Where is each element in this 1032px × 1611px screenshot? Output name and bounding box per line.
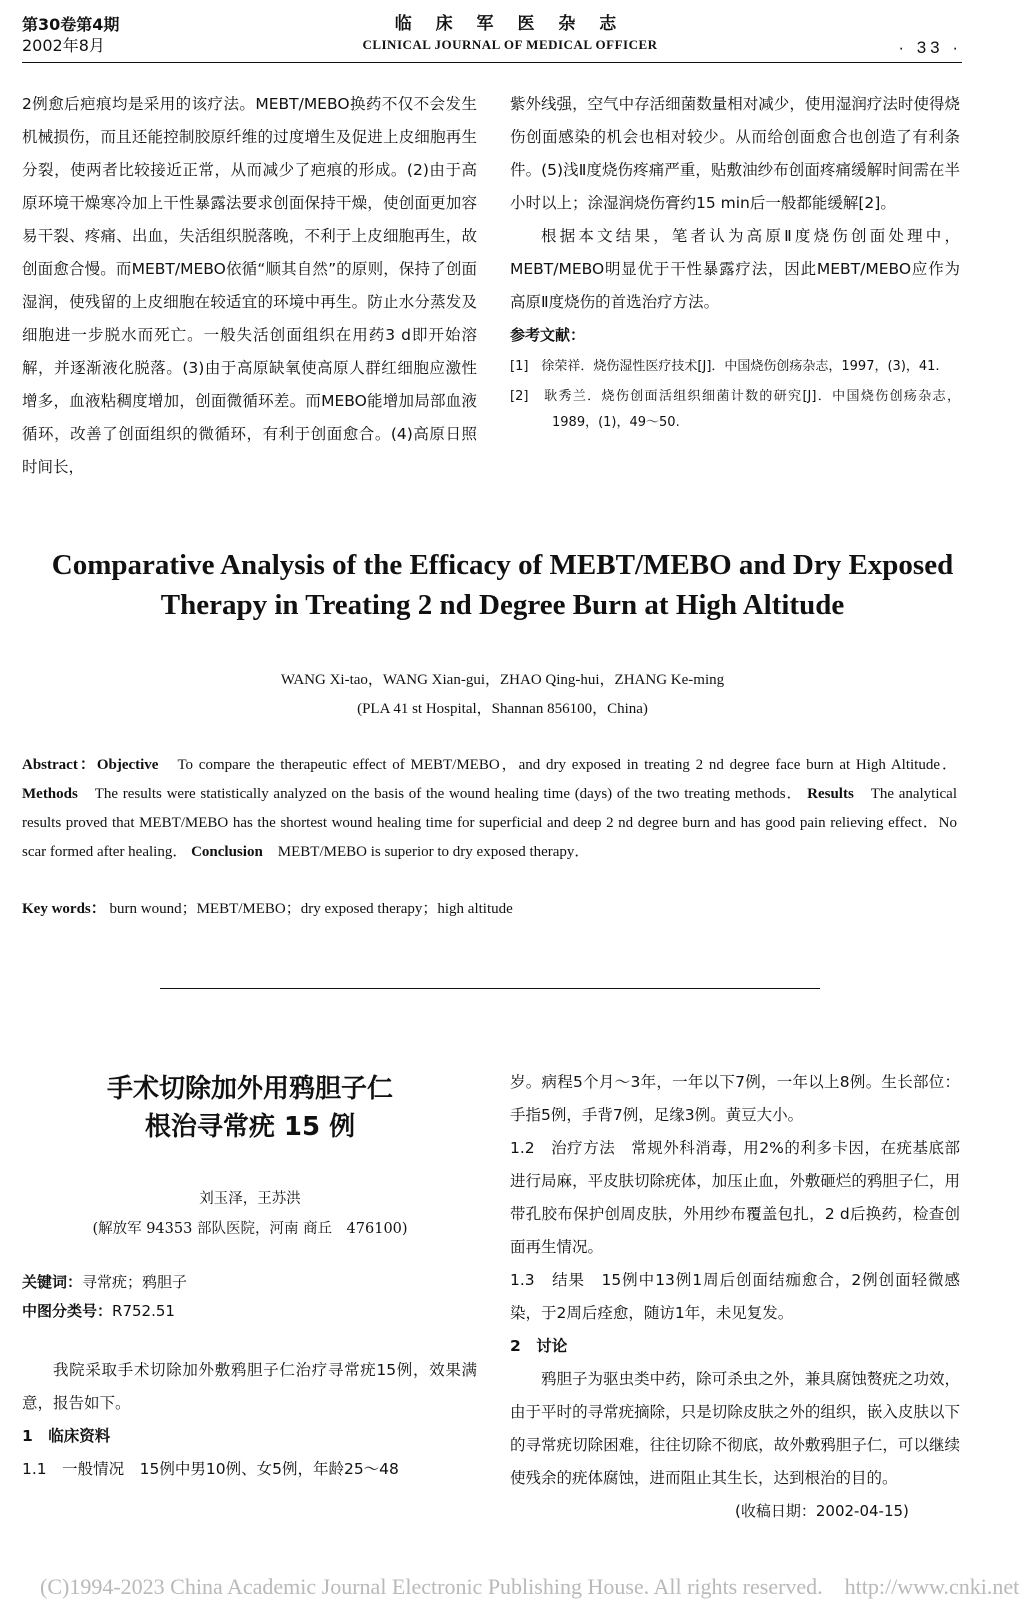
section-2-heading: 2 讨论: [510, 1337, 568, 1355]
reference-item-1: [1] 徐荣祥．烧伤湿性医疗技术[J]．中国烧伤创疡杂志，1997，(3)，41.: [510, 359, 940, 374]
section-1-1-text: 1.1 一般情况 15例中男10例、女5例，年龄25～48: [22, 1460, 399, 1478]
methods-label: Methods: [22, 786, 78, 802]
english-title: [30, 545, 975, 625]
english-affiliation: (PLA 41 st Hospital，Shannan 856100，China): [357, 701, 648, 717]
article1-left-column: [22, 88, 477, 484]
classification-label: 中图分类号：: [22, 1302, 113, 1320]
article2-keywords-block: [22, 1268, 492, 1326]
references-title: 参考文献：: [510, 326, 586, 344]
journal-name-cn: 临 床 军 医 杂 志: [394, 14, 626, 34]
discussion-text: 鸦胆子为驱虫类中药，除可杀虫之外，兼具腐蚀赘疣之功效，由于平时的寻常疣摘除，只是切除皮肤之外的组织，嵌入皮肤以下的寻常疣切除困难，往往切除不彻底，故外敷鸦胆子仁，可以继续使残余的疣体腐蚀，进而阻止其生长，达到根治的目的。: [510, 1370, 960, 1487]
english-title-line-1: Comparative Analysis of the Efficacy of MEBT/MEBO and Dry Exposed: [51, 549, 954, 581]
article2-title-line-1: 手术切除加外用鸦胆子仁: [106, 1074, 393, 1104]
section-divider: [160, 988, 820, 989]
results-text: The analytical results proved that MEBT/MEBO has the shortest wound healing time for superficial and deep 2 nd degree burn and has good pain relieving effect．No scar formed after healing．: [22, 786, 957, 860]
english-keywords: [22, 896, 957, 922]
section-1-3-text: 1.3 结果 15例中13例1周后创面结痂愈合，2例创面轻微感染，于2周后痊愈，随访1年，未见复发。: [510, 1271, 960, 1322]
english-byline: [30, 666, 975, 724]
article2-affiliation: (解放军 94353 部队医院，河南 商丘 476100): [92, 1221, 408, 1237]
copyright-watermark: (C)1994-2023 China Academic Journal Electronic Publishing House. All rights reserved. http://www.cnki.net: [40, 1574, 1020, 1599]
journal-name-en: CLINICAL JOURNAL OF MEDICAL OFFICER: [362, 37, 658, 52]
article1-right-paragraph-1: 紫外线强，空气中存活细菌数量相对减少，使用湿润疗法时使得烧伤创面感染的机会也相对较少。从而给创面愈合也创造了有利条件。(5)浅Ⅱ度烧伤疼痛严重，贴敷油纱布创面疼痛缓解时间需在半小时以上；涂湿润烧伤膏约15 min后一般都能缓解[2]。: [510, 95, 960, 212]
abstract-label: Abstract：: [22, 757, 97, 773]
article2-left-column: [22, 1354, 477, 1486]
objective-text: To compare the therapeutic effect of MEBT/MEBO，and dry exposed in treating 2 nd degree face burn at High Altitude．: [158, 757, 957, 773]
article1-right-paragraph-2: 根据本文结果，笔者认为高原Ⅱ度烧伤创面处理中，MEBT/MEBO明显优于干性暴露疗法，因此MEBT/MEBO应作为高原Ⅱ度烧伤的首选治疗方法。: [510, 227, 960, 311]
received-date: (收稿日期：2002-04-15): [735, 1502, 909, 1520]
article2-byline: [60, 1184, 440, 1244]
classification-number: R752.51: [112, 1302, 175, 1320]
results-label: Results: [807, 786, 854, 802]
keywords-label: Key words：: [22, 901, 106, 917]
article2-keywords-label: 关键词：: [22, 1273, 83, 1291]
header-rule: [22, 62, 962, 63]
journal-name: [330, 14, 690, 55]
article2-right-column: [510, 1066, 960, 1495]
conclusion-text: MEBT/MEBO is superior to dry exposed therapy．: [262, 844, 590, 860]
article1-left-paragraph: 2例愈后疤痕均是采用的该疗法。MEBT/MEBO换药不仅不会发生机械损伤，而且还能控制胶原纤维的过度增生及促进上皮细胞再生分裂，使两者比较接近正常，从而减少了疤痕的形成。(2)由于高原环境干燥寒冷加上干性暴露法要求创面保持干燥，使创面更加容易干裂、疼痛、出血，失活组织脱落晚，不利于上皮细胞再生，故创面愈合慢。而MEBT/MEBO依循“顺其自然”的原则，保持了创面湿润，使残留的上皮细胞在较适宜的环境中再生。防止水分蒸发及细胞进一步脱水而死亡。一般失活创面组织在用药3 d即开始溶解，并逐渐液化脱落。(3)由于高原缺氧使高原人群红细胞应激性增多，血液粘稠度增加，创面微循环差。而MEBO能增加局部血液循环，改善了创面组织的微循环，有利于创面愈合。(4)高原日照时间长，: [22, 95, 477, 476]
article2-right-paragraph-1: 岁。病程5个月～3年，一年以下7例，一年以上8例。生长部位：手指5例，手背7例，足缘3例。黄豆大小。: [510, 1073, 960, 1124]
english-title-line-2: Therapy in Treating 2 nd Degree Burn at High Altitude: [160, 589, 845, 621]
conclusion-label: Conclusion: [191, 844, 263, 860]
article2-intro: 我院采取手术切除加外敷鸦胆子仁治疗寻常疣15例，效果满意，报告如下。: [22, 1361, 477, 1412]
journal-issue-info: [22, 14, 119, 56]
reference-item-2: [2] 耿秀兰．烧伤创面活组织细菌计数的研究[J]．中国烧伤创疡杂志，1989，(1)，49～50.: [510, 389, 960, 430]
methods-text: The results were statistically analyzed on the basis of the wound healing time (days) of the two treating methods．: [77, 786, 803, 802]
article2-authors: 刘玉泽，王苏洪: [199, 1191, 301, 1207]
article2-title-line-2: 根治寻常疣 15 例: [144, 1112, 356, 1142]
article2-title: [60, 1070, 440, 1146]
volume-issue: 第30卷第4期: [22, 15, 120, 34]
keywords-text: burn wound；MEBT/MEBO；dry exposed therapy；high altitude: [109, 901, 513, 917]
issue-date: 2002年8月: [22, 36, 105, 55]
section-1-heading: 1 临床资料: [22, 1427, 111, 1445]
article1-right-column: [510, 88, 960, 440]
objective-label: Objective: [96, 757, 159, 773]
english-authors: WANG Xi-tao，WANG Xian-gui，ZHAO Qing-hui，ZHANG Ke-ming: [280, 672, 725, 688]
section-1-2-text: 1.2 治疗方法 常规外科消毒，用2%的利多卡因，在疣基底部进行局麻，平皮肤切除疣体，加压止血，外敷砸烂的鸦胆子仁，用带孔胶布保护创周皮肤，外用纱布覆盖包扎，2 d后换药，检查创面再生情况。: [510, 1139, 960, 1256]
english-abstract: [22, 751, 957, 867]
page-number: · 33 ·: [898, 38, 962, 57]
article2-keywords: 寻常疣；鸦胆子: [82, 1273, 188, 1291]
